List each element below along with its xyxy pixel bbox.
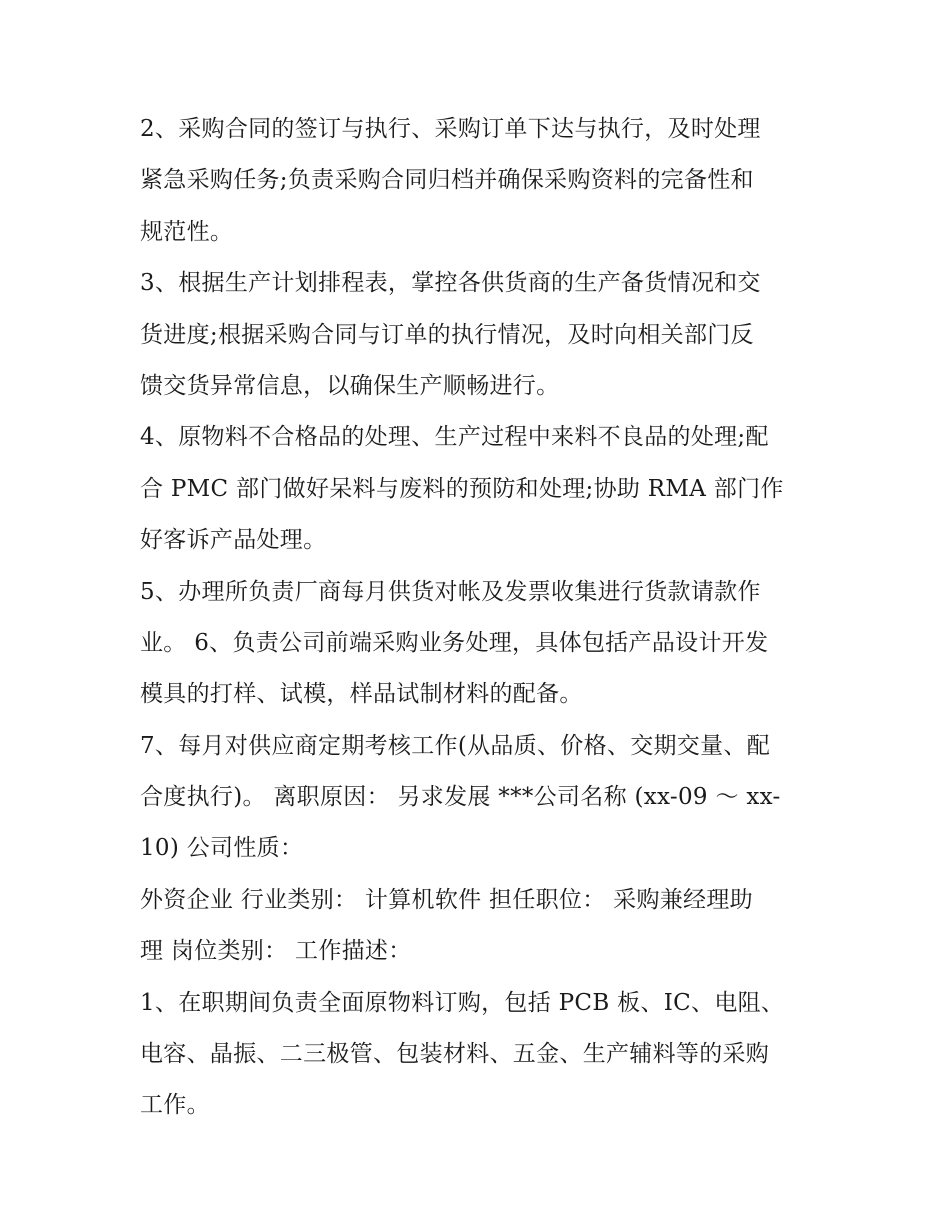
text-line: 10) 公司性质： (140, 835, 304, 862)
text-line: 2、采购合同的签订与执行、采购订单下达与执行，及时处理 (140, 116, 761, 142)
paragraph-item-5-6 (140, 571, 820, 725)
text-line: 模具的打样、试模，样品试制材料的配备。 (140, 681, 583, 708)
text-line: 工作。 (140, 1092, 210, 1119)
text-line: 4、原物料不合格品的处理、生产过程中来料不良品的处理;配 (140, 424, 769, 451)
text-line: 规范性。 (140, 218, 234, 245)
text-line: 1、在职期间负责全面原物料订购，包括 PCB 板、IC、电阻、 (140, 989, 785, 1016)
text-line: 7、每月对供应商定期考核工作(从品质、价格、交期交量、配 (140, 732, 771, 759)
text-line: 货进度;根据采购合同与订单的执行情况，及时向相关部门反 (140, 321, 754, 348)
text-line: 3、根据生产计划排程表，掌控各供货商的生产备货情况和交 (140, 270, 761, 297)
paragraph-item-2 (140, 108, 820, 262)
text-line: 馈交货异常信息，以确保生产顺畅进行。 (140, 372, 560, 399)
paragraph-item-4 (140, 416, 820, 570)
text-line: 5、办理所负责厂商每月供货对帐及发票收集进行货款请款作 (140, 578, 761, 605)
text-line: 紧急采购任务;负责采购合同归档并确保采购资料的完备性和 (140, 167, 754, 194)
document-body (140, 108, 820, 1136)
text-line: 理 岗位类别： 工作描述： (140, 938, 412, 965)
paragraph-item-3 (140, 262, 820, 416)
text-line: 合 PMC 部门做好呆料与废料的预防和处理;协助 RMA 部门作 (140, 475, 784, 502)
paragraph-item-1 (140, 982, 820, 1136)
paragraph-company-info (140, 879, 820, 982)
text-line: 外资企业 行业类别： 计算机软件 担任职位： 采购兼经理助 (140, 886, 753, 913)
text-line: 好客诉产品处理。 (140, 527, 327, 554)
text-line: 业。 6、负责公司前端采购业务处理，具体包括产品设计开发 (140, 629, 769, 656)
text-line: 电容、晶振、二三极管、包装材料、五金、生产辅料等的采购 (140, 1041, 770, 1068)
paragraph-item-7 (140, 725, 820, 879)
text-line: 合度执行)。 离职原因： 另求发展 ***公司名称 (xx-09 ～ xx- (140, 784, 781, 811)
